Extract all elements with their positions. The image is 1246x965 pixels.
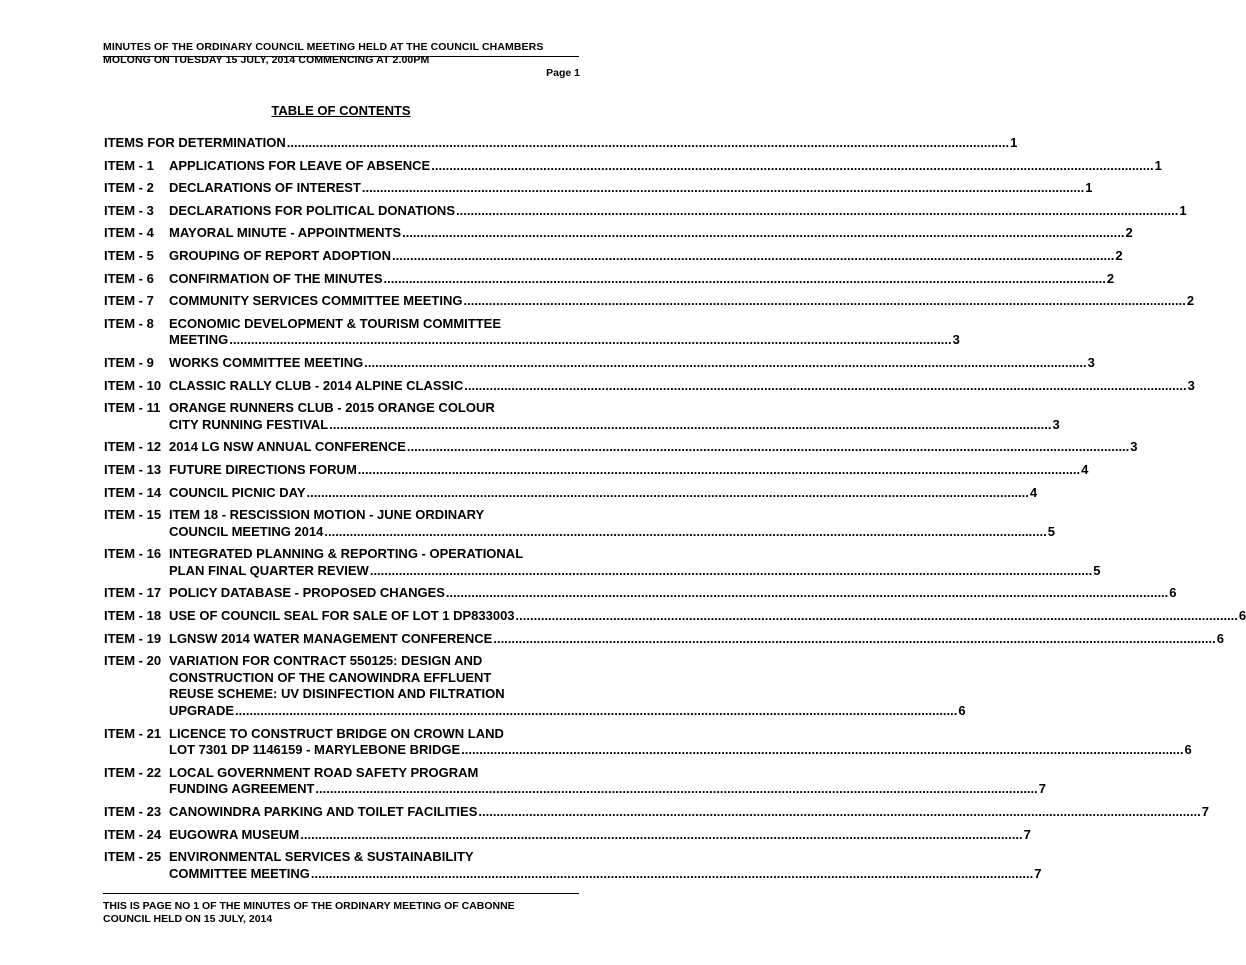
toc-entry[interactable] — [104, 270, 1115, 288]
toc-entry[interactable] — [104, 585, 1177, 602]
toc-item-number: ITEM - 21 — [104, 725, 162, 741]
toc-page-number: 3 — [952, 332, 960, 348]
toc-page-number: 7 — [1023, 826, 1031, 842]
toc-item-number: ITEM - 17 — [104, 585, 162, 601]
toc-entry[interactable] — [104, 180, 1093, 197]
toc-item-number: ITEM - 4 — [104, 225, 154, 241]
toc-page-number: 2 — [1186, 293, 1195, 309]
toc-item-number: ITEM - 14 — [104, 484, 162, 500]
dot-leader: ........................................................................................................................................................................................................ — [391, 247, 1115, 263]
toc-entry[interactable] — [104, 377, 1195, 395]
toc-item-title: USE OF COUNCIL SEAL FOR SALE OF LOT 1 DP833003 — [169, 608, 515, 624]
toc-page-number: 1 — [1010, 135, 1018, 150]
toc-item-title: LGNSW 2014 WATER MANAGEMENT CONFERENCE — [169, 630, 493, 646]
toc-item-title: APPLICATIONS FOR LEAVE OF ABSENCE — [169, 157, 431, 173]
dot-leader: ........................................................................................................................................................................................................ — [456, 202, 1179, 218]
dot-leader: ........................................................................................................................................................................................................ — [361, 180, 1085, 196]
toc-entry[interactable] — [104, 725, 1192, 759]
dot-leader: ........................................................................................................................................................................................................ — [229, 332, 952, 348]
header-rule — [103, 56, 579, 57]
toc-item-number: ITEM - 22 — [104, 764, 162, 780]
toc-item-title: COUNCIL PICNIC DAY — [169, 484, 306, 500]
toc-item-title: COMMITTEE MEETING — [169, 865, 310, 881]
toc-entry[interactable] — [104, 826, 1031, 844]
toc-entry[interactable] — [104, 546, 1101, 579]
header-line-2: MOLONG ON TUESDAY 15 JULY, 2014 COMMENCING AT 2.00PM — [103, 54, 430, 66]
toc-item-title: FUNDING AGREEMENT — [169, 781, 315, 797]
toc-item-title: UPGRADE — [169, 703, 235, 719]
toc-item-number: ITEM - 12 — [104, 439, 162, 455]
toc-page-number: 3 — [1052, 416, 1060, 432]
toc-page-number: 4 — [1081, 461, 1089, 477]
footer-line-1: THIS IS PAGE NO 1 OF THE MINUTES OF THE ORDINARY MEETING OF CABONNE — [103, 900, 515, 912]
dot-leader: ........................................................................................................................................................................................................ — [369, 562, 1093, 578]
toc-item-title: CITY RUNNING FESTIVAL — [169, 416, 329, 432]
toc-page-number: 1 — [1179, 202, 1187, 218]
toc-item-number: ITEM - 8 — [104, 315, 154, 331]
toc-item-number: ITEM - 23 — [104, 804, 162, 819]
toc-item-title: REUSE SCHEME: UV DISINFECTION AND FILTRATION — [169, 686, 505, 702]
toc-item-number: ITEM - 7 — [104, 293, 154, 309]
footer-line-2: COUNCIL HELD ON 15 JULY, 2014 — [103, 913, 273, 925]
toc-entry[interactable] — [104, 354, 1095, 372]
toc-entry[interactable] — [104, 461, 1089, 479]
toc-entry[interactable] — [104, 507, 1055, 540]
toc-item-title: VARIATION FOR CONTRACT 550125: DESIGN AND — [169, 653, 483, 669]
toc-entry[interactable] — [104, 202, 1187, 220]
toc-item-title: ITEMS FOR DETERMINATION — [104, 135, 286, 150]
toc-entry[interactable] — [104, 653, 966, 719]
dot-leader: ........................................................................................................................................................................................................ — [406, 439, 1130, 455]
toc-item-title: DECLARATIONS FOR POLITICAL DONATIONS — [169, 202, 455, 218]
toc-item-number: ITEM - 2 — [104, 180, 154, 196]
toc-item-title: COUNCIL MEETING 2014 — [169, 523, 324, 539]
dot-leader: ........................................................................................................................................................................................................ — [515, 608, 1238, 624]
table-of-contents — [104, 135, 1246, 888]
dot-leader: ........................................................................................................................................................................................................ — [324, 523, 1047, 539]
dot-leader: ........................................................................................................................................................................................................ — [306, 484, 1029, 500]
toc-item-title: CANOWINDRA PARKING AND TOILET FACILITIES — [169, 804, 478, 819]
toc-page-number: 5 — [1093, 562, 1101, 578]
dot-leader: ........................................................................................................................................................................................................ — [493, 630, 1216, 646]
toc-item-title: LOCAL GOVERNMENT ROAD SAFETY PROGRAM — [169, 764, 479, 780]
dot-leader: ........................................................................................................................................................................................................ — [357, 461, 1081, 477]
toc-entry[interactable] — [104, 400, 1060, 433]
toc-item-title: GROUPING OF REPORT ADOPTION — [169, 247, 391, 263]
toc-item-title: ENVIRONMENTAL SERVICES & SUSTAINABILITY — [169, 849, 474, 865]
toc-entry[interactable] — [104, 293, 1195, 310]
toc-item-number: ITEM - 11 — [104, 400, 161, 416]
toc-page-number: 2 — [1106, 270, 1115, 286]
dot-leader: ........................................................................................................................................................................................................ — [235, 703, 958, 719]
toc-item-title: MEETING — [169, 332, 229, 348]
page-number: Page 1 — [546, 67, 580, 79]
toc-item-title: ORANGE RUNNERS CLUB - 2015 ORANGE COLOUR — [169, 400, 495, 416]
toc-item-number: ITEM - 13 — [104, 461, 162, 477]
toc-page-number: 6 — [1238, 608, 1246, 624]
toc-item-title: CLASSIC RALLY CLUB - 2014 ALPINE CLASSIC — [169, 377, 464, 393]
dot-leader: ........................................................................................................................................................................................................ — [364, 354, 1087, 370]
dot-leader: ........................................................................................................................................................................................................ — [310, 865, 1034, 881]
toc-item-number: ITEM - 20 — [104, 653, 162, 669]
toc-item-number: ITEM - 15 — [104, 507, 162, 523]
toc-item-number: ITEM - 5 — [104, 247, 154, 263]
toc-page-number: 3 — [1187, 377, 1195, 393]
toc-page-number: 4 — [1029, 484, 1038, 500]
header-line-1: MINUTES OF THE ORDINARY COUNCIL MEETING HELD AT THE COUNCIL CHAMBERS — [103, 41, 544, 53]
dot-leader: ........................................................................................................................................................................................................ — [445, 585, 1169, 601]
toc-entry[interactable] — [104, 849, 1042, 882]
toc-item-title: ITEM 18 - RESCISSION MOTION - JUNE ORDINARY — [169, 507, 485, 523]
toc-item-title: LOT 7301 DP 1146159 - MARYLEBONE BRIDGE — [169, 742, 461, 758]
toc-entry[interactable] — [104, 630, 1224, 648]
dot-leader: ........................................................................................................................................................................................................ — [300, 826, 1023, 842]
toc-entry[interactable] — [104, 608, 1246, 625]
toc-entry[interactable] — [104, 225, 1133, 242]
toc-page-number: 7 — [1201, 804, 1209, 819]
dot-leader: ........................................................................................................................................................................................................ — [402, 225, 1125, 241]
dot-leader: ........................................................................................................................................................................................................ — [286, 135, 1010, 150]
toc-entry[interactable] — [104, 247, 1123, 265]
toc-entry[interactable] — [104, 315, 960, 349]
dot-leader: ........................................................................................................................................................................................................ — [478, 804, 1201, 819]
toc-item-title: COMMUNITY SERVICES COMMITTEE MEETING — [169, 293, 463, 309]
toc-entry[interactable] — [104, 804, 1209, 821]
toc-entry[interactable] — [104, 484, 1038, 502]
toc-item-number: ITEM - 1 — [104, 157, 154, 173]
toc-item-number: ITEM - 10 — [104, 377, 162, 393]
toc-page-number: 6 — [958, 703, 966, 719]
toc-item-number: ITEM - 24 — [104, 826, 162, 842]
toc-page-number: 1 — [1085, 180, 1093, 196]
toc-item-title: 2014 LG NSW ANNUAL CONFERENCE — [169, 439, 406, 455]
toc-item-number: ITEM - 6 — [104, 270, 154, 286]
toc-item-number: ITEM - 3 — [104, 202, 154, 218]
toc-page-number: 2 — [1125, 225, 1133, 241]
toc-item-title: WORKS COMMITTEE MEETING — [169, 354, 364, 370]
toc-item-title: LICENCE TO CONSTRUCT BRIDGE ON CROWN LAND — [169, 725, 504, 741]
toc-item-title: POLICY DATABASE - PROPOSED CHANGES — [169, 585, 445, 601]
toc-page-number: 6 — [1184, 742, 1192, 758]
toc-item-number: ITEM - 19 — [104, 630, 162, 646]
dot-leader: ........................................................................................................................................................................................................ — [461, 742, 1184, 758]
toc-item-title: EUGOWRA MUSEUM — [169, 826, 300, 842]
toc-page-number: 3 — [1087, 354, 1095, 370]
toc-item-title: INTEGRATED PLANNING & REPORTING - OPERATIONAL — [169, 546, 524, 562]
toc-item-title: DECLARATIONS OF INTEREST — [169, 180, 361, 196]
toc-item-number: ITEM - 25 — [104, 849, 162, 865]
dot-leader: ........................................................................................................................................................................................................ — [463, 293, 1186, 309]
toc-item-number: ITEM - 16 — [104, 546, 162, 562]
page-footer — [103, 900, 579, 926]
toc-entry[interactable] — [104, 157, 1162, 175]
toc-entry[interactable] — [104, 439, 1138, 456]
toc-entry[interactable] — [104, 764, 1047, 798]
toc-item-title: CONFIRMATION OF THE MINUTES — [169, 270, 383, 286]
toc-page-number: 6 — [1169, 585, 1177, 601]
dot-leader: ........................................................................................................................................................................................................ — [464, 377, 1187, 393]
dot-leader: ........................................................................................................................................................................................................ — [315, 781, 1038, 797]
toc-item-title: PLAN FINAL QUARTER REVIEW — [169, 562, 369, 578]
toc-item-number: ITEM - 18 — [104, 608, 162, 624]
toc-item-title: CONSTRUCTION OF THE CANOWINDRA EFFLUENT — [169, 669, 492, 685]
toc-title: TABLE OF CONTENTS — [271, 103, 411, 118]
dot-leader: ........................................................................................................................................................................................................ — [431, 157, 1154, 173]
toc-page-number: 7 — [1038, 781, 1047, 797]
toc-entry[interactable] — [104, 135, 1018, 152]
toc-page-number: 6 — [1216, 630, 1224, 646]
toc-page-number: 7 — [1034, 865, 1042, 881]
toc-item-title: FUTURE DIRECTIONS FORUM — [169, 461, 357, 477]
toc-page-number: 3 — [1130, 439, 1138, 455]
toc-item-title: ECONOMIC DEVELOPMENT & TOURISM COMMITTEE — [169, 315, 501, 331]
toc-item-number: ITEM - 9 — [104, 354, 154, 370]
dot-leader: ........................................................................................................................................................................................................ — [329, 416, 1052, 432]
toc-page-number: 2 — [1115, 247, 1123, 263]
toc-page-number: 1 — [1154, 157, 1162, 173]
footer-rule — [103, 893, 579, 894]
toc-item-title: MAYORAL MINUTE - APPOINTMENTS — [169, 225, 402, 241]
dot-leader: ........................................................................................................................................................................................................ — [383, 270, 1106, 286]
toc-page-number: 5 — [1047, 523, 1055, 539]
page-header — [103, 41, 581, 67]
